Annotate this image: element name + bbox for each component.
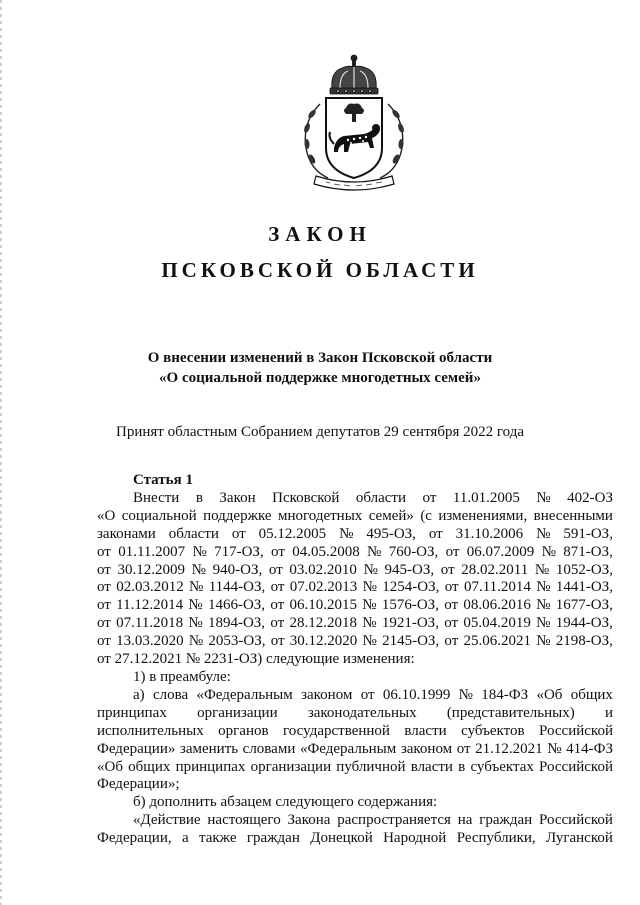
pskov-coat-of-arms-icon — [290, 52, 418, 192]
article-heading: Статья 1 — [133, 472, 193, 488]
article-line: «Действие настоящего Закона распространяется на граждан Российской — [133, 812, 613, 829]
law-subject — [0, 348, 640, 388]
law-subject-line-1: О внесении изменений в Закон Псковской области — [147, 350, 493, 366]
article-line: законами области от 05.12.2005 № 495-ОЗ, от 31.10.2006 № 591-ОЗ, — [97, 525, 613, 542]
article-line: от 11.12.2014 № 1466-ОЗ, от 06.10.2015 № 1576-ОЗ, от 08.06.2016 № 1677-ОЗ, — [97, 597, 613, 614]
law-title: ЗАКОН — [268, 222, 372, 246]
article-line: исполнительных органов государственной власти субъектов Российской — [97, 722, 613, 739]
article-line: от 30.12.2009 № 940-ОЗ, от 03.02.2010 № 945-ОЗ, от 28.02.2011 № 1052-ОЗ, — [97, 561, 613, 578]
article-line: от 07.11.2018 № 1894-ОЗ, от 28.12.2018 № 1921-ОЗ, от 05.04.2019 № 1944-ОЗ, — [97, 615, 613, 632]
article-line: «Об общих принципах организации публичной власти в субъектах Российской — [97, 758, 613, 775]
law-region: ПСКОВСКОЙ ОБЛАСТИ — [161, 258, 479, 282]
article-lines — [97, 490, 613, 848]
article-line: от 02.03.2012 № 1144-ОЗ, от 07.02.2013 № 1254-ОЗ, от 07.11.2014 № 1441-ОЗ, — [97, 579, 613, 596]
article-line: от 01.11.2007 № 717-ОЗ, от 04.05.2008 № 760-ОЗ, от 06.07.2009 № 871-ОЗ, — [97, 543, 613, 560]
article-line: принципах организации законодательных (представительных) и — [97, 704, 613, 721]
article-line: Федерации» заменить словами «Федеральным законом от 21.12.2021 № 414-ФЗ — [97, 740, 613, 757]
article-line: от 27.12.2021 № 2231-ОЗ) следующие изменения: — [97, 651, 415, 668]
article-body — [97, 472, 613, 848]
article-line: Федерации»; — [97, 776, 180, 793]
article-line: б) дополнить абзацем следующего содержания: — [133, 794, 438, 811]
article-line: а) слова «Федеральным законом от 06.10.1999 № 184-ФЗ «Об общих — [133, 686, 613, 703]
scan-edge-artifact — [0, 0, 2, 905]
article-line: Федерации, а также граждан Донецкой Народной Республики, Луганской — [97, 830, 613, 847]
article-line: от 13.03.2020 № 2053-ОЗ, от 30.12.2020 № 2145-ОЗ, от 25.06.2021 № 2198-ОЗ, — [97, 633, 613, 650]
article-line: 1) в преамбуле: — [133, 668, 231, 685]
law-subject-line-2: «О социальной поддержке многодетных семей» — [159, 370, 481, 386]
adoption-statement: Принят областным Собранием депутатов 29 сентября 2022 года — [115, 424, 525, 440]
article-line: Внести в Закон Псковской области от 11.01.2005 № 402-ОЗ — [133, 489, 613, 506]
article-line: «О социальной поддержке многодетных семей» (с изменениями, внесенными — [97, 507, 613, 524]
